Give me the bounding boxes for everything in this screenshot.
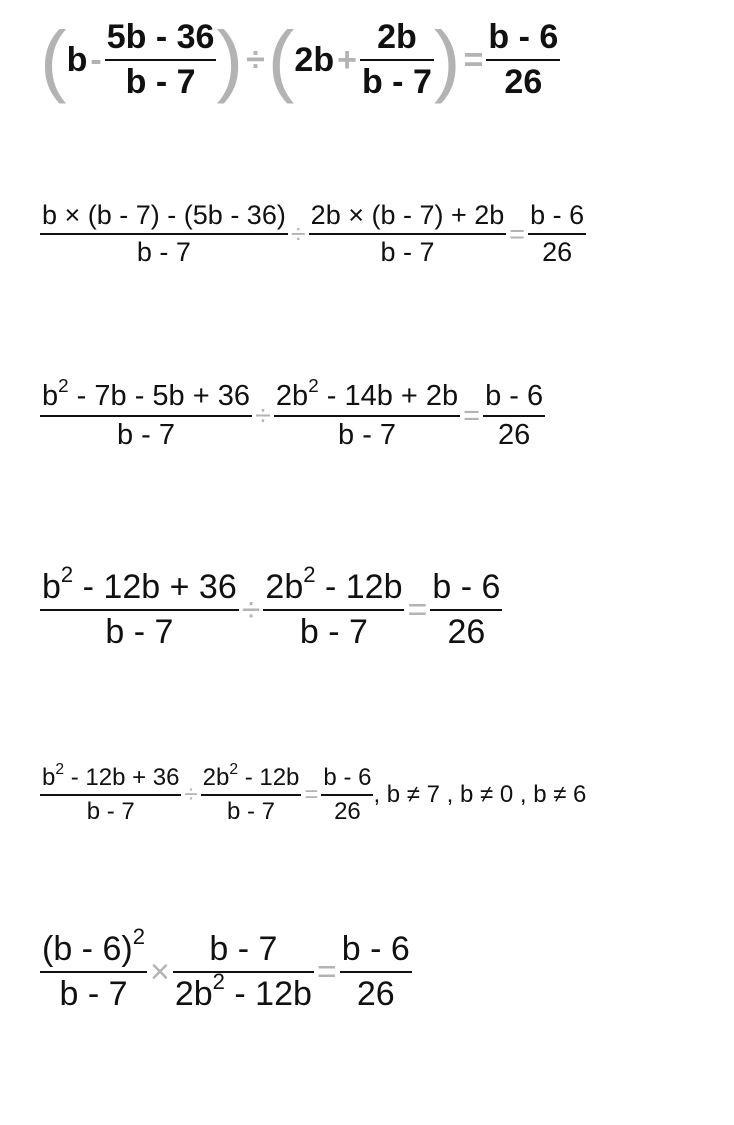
denominator: b - 7 (299, 613, 368, 652)
equals-sign: = (463, 40, 484, 79)
base: 2b (265, 568, 304, 606)
rest: - 12b + 36 (64, 764, 180, 791)
denominator: b - 7 (338, 419, 397, 452)
exponent: 2 (308, 374, 319, 396)
base: 2b (174, 975, 213, 1014)
denominator: 26 (356, 975, 395, 1014)
exponent: 2 (58, 374, 69, 396)
rest: - 12b (315, 568, 403, 606)
domain-conditions: , b ≠ 7 , b ≠ 0 , b ≠ 6 (373, 780, 587, 808)
denominator: b - 7 (136, 237, 191, 268)
equation-step-5 (40, 760, 587, 825)
denominator: b - 7 (116, 419, 176, 452)
numerator (40, 760, 181, 792)
base: 2b (275, 380, 309, 412)
equals-sign: = (316, 952, 337, 991)
divide-sign: ÷ (290, 218, 306, 249)
fraction-2 (173, 930, 314, 1014)
fraction-1 (105, 18, 217, 102)
numerator (40, 924, 147, 969)
minus-sign: - (90, 40, 102, 79)
numerator: b - 6 (341, 930, 410, 968)
fraction-bar (40, 794, 181, 796)
divide-sign: ÷ (246, 40, 265, 79)
rest: - 12b (224, 975, 312, 1014)
numerator: b - 6 (432, 568, 501, 606)
equation-step-4 (40, 562, 502, 652)
rhs-fraction (486, 18, 560, 102)
numerator: b × (b - 7) - (5b - 36) (42, 200, 286, 230)
fraction-bar (40, 233, 288, 235)
equation-step-2 (40, 200, 586, 268)
left-paren: ( (267, 15, 295, 104)
divide-sign: ÷ (255, 399, 271, 432)
numerator: 2b × (b - 7) + 2b (310, 200, 505, 230)
fraction-bar (321, 794, 373, 796)
denominator: b - 7 (380, 237, 435, 268)
base: (b - 6) (42, 930, 133, 968)
numerator: b - 6 (530, 200, 585, 230)
fraction-bar (274, 415, 460, 417)
denominator: 26 (447, 613, 486, 652)
fraction-bar (40, 609, 239, 611)
divide-sign: ÷ (184, 780, 198, 808)
base: b (42, 764, 56, 791)
equals-sign: = (463, 399, 481, 432)
rhs-fraction (321, 764, 373, 825)
equals-sign: = (509, 218, 526, 249)
plus-sign: + (337, 40, 357, 79)
denominator (173, 969, 314, 1014)
numerator (263, 562, 404, 607)
fraction-1 (40, 374, 252, 453)
fraction-2 (309, 200, 507, 268)
rhs-fraction (483, 380, 545, 453)
exponent: 2 (55, 760, 65, 778)
denominator: 26 (334, 797, 361, 825)
denominator: b - 7 (361, 63, 432, 101)
equation-step-6 (40, 924, 412, 1014)
fraction-2 (201, 760, 302, 825)
fraction-bar (430, 609, 502, 611)
fraction-1 (40, 562, 239, 652)
fraction-bar (360, 59, 434, 61)
term-2b: 2b (294, 40, 335, 79)
exponent: 2 (60, 562, 74, 588)
base: b (42, 380, 59, 412)
denominator: b - 7 (105, 613, 174, 652)
numerator: b - 7 (209, 930, 278, 968)
fraction-bar (486, 59, 560, 61)
equation-step-3 (40, 374, 545, 453)
rest: - 12b + 36 (73, 568, 237, 606)
numerator: 5b - 36 (106, 17, 215, 56)
denominator: b - 7 (125, 63, 196, 101)
fraction-1 (40, 200, 288, 268)
fraction-bar (40, 415, 252, 417)
numerator: b - 6 (488, 17, 559, 56)
fraction-2 (274, 374, 460, 453)
fraction-bar (173, 971, 314, 973)
numerator (201, 760, 302, 792)
fraction-bar (201, 794, 302, 796)
fraction-1 (40, 760, 181, 825)
fraction-bar (340, 971, 412, 973)
denominator: b - 7 (59, 975, 128, 1014)
exponent: 2 (212, 969, 225, 995)
fraction-bar (528, 233, 586, 235)
denominator: b - 7 (227, 797, 276, 825)
left-paren: ( (40, 15, 67, 104)
base: 2b (202, 764, 230, 791)
divide-sign: ÷ (241, 590, 261, 629)
equals-sign: = (304, 780, 319, 808)
fraction-2 (360, 18, 434, 102)
times-sign: × (149, 952, 170, 991)
numerator: b - 6 (485, 380, 544, 412)
rhs-fraction (430, 568, 502, 652)
term-b: b (66, 40, 88, 79)
denominator: 26 (542, 237, 573, 268)
exponent: 2 (303, 562, 316, 588)
exponent: 2 (229, 760, 239, 778)
denominator: 26 (497, 419, 531, 452)
equation-step-1 (40, 14, 560, 106)
right-paren: ) (433, 15, 461, 104)
numerator: b - 6 (323, 764, 372, 791)
fraction-bar (263, 609, 404, 611)
denominator: 26 (504, 63, 543, 101)
rest: - 7b - 5b + 36 (68, 380, 250, 412)
equals-sign: = (407, 590, 428, 629)
exponent: 2 (132, 924, 145, 950)
denominator: b - 7 (86, 797, 135, 825)
rhs-fraction (340, 930, 412, 1014)
numerator (40, 374, 252, 413)
numerator: 2b (377, 17, 417, 56)
numerator (40, 562, 239, 607)
rest: - 14b + 2b (318, 380, 459, 412)
fraction-bar (309, 233, 507, 235)
numerator (274, 374, 460, 413)
fraction-1 (40, 924, 147, 1014)
base: b (42, 568, 61, 606)
fraction-2 (263, 562, 404, 652)
right-paren: ) (216, 15, 244, 104)
fraction-bar (483, 415, 545, 417)
fraction-bar (105, 59, 217, 61)
rhs-fraction (528, 200, 586, 268)
fraction-bar (40, 971, 147, 973)
rest: - 12b (238, 764, 300, 791)
